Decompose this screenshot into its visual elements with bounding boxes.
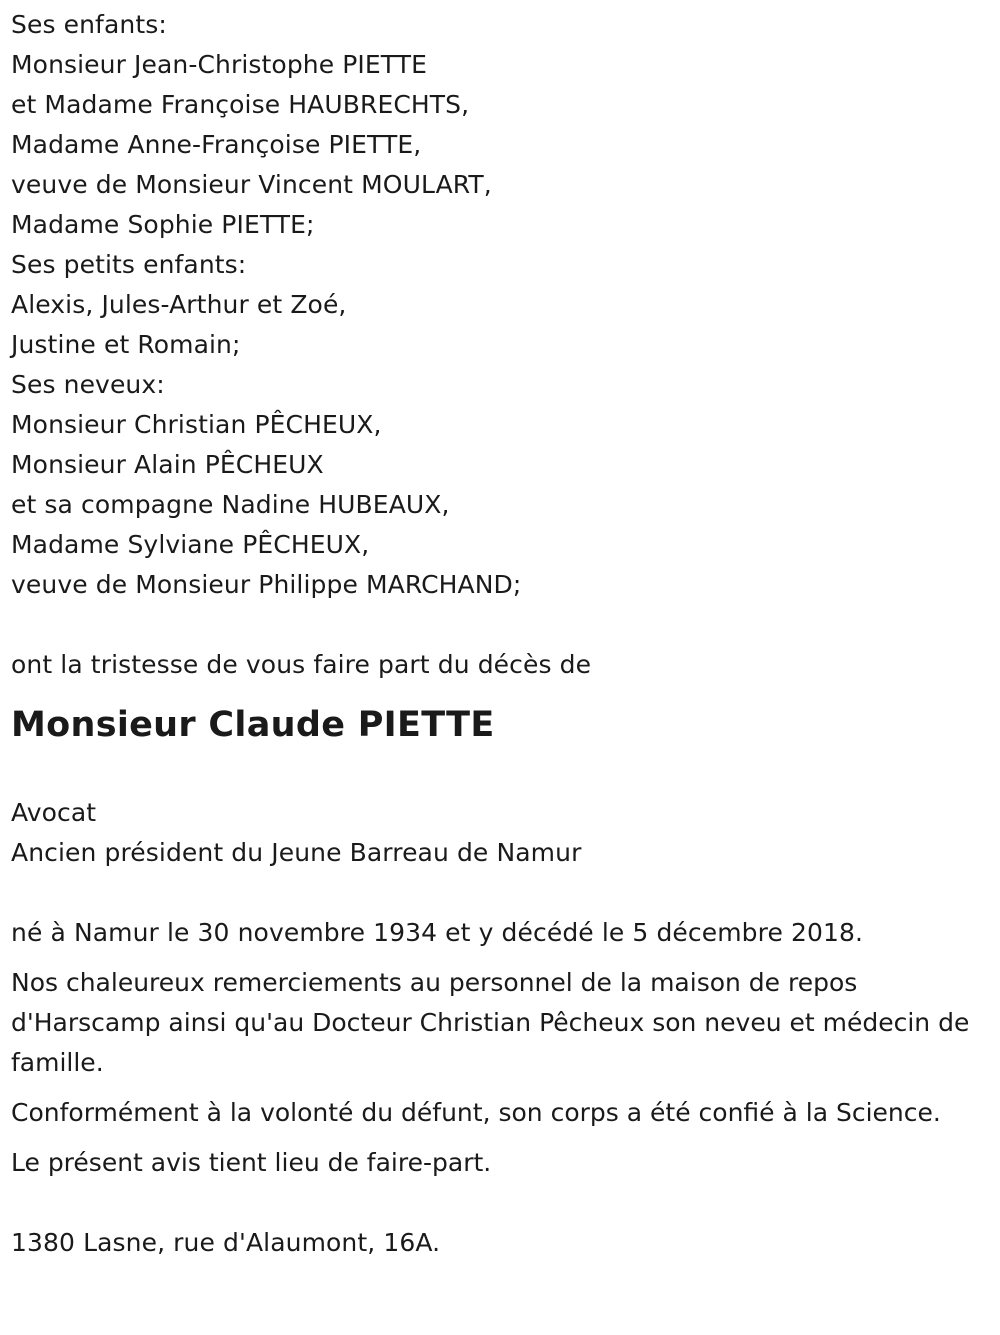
science-paragraph: Conformément à la volonté du défunt, son corps a été confié à la Science. <box>11 1098 941 1127</box>
nephew-line: et sa compagne Nadine HUBEAUX, <box>11 490 450 519</box>
profession-title: Avocat <box>11 798 97 827</box>
spacer <box>11 605 996 645</box>
nephews-heading: Ses neveux: <box>11 370 165 399</box>
birth-death-text: né à Namur le 30 novembre 1934 et y décédé le 5 décembre 2018. <box>11 918 864 947</box>
grandchildren-heading: Ses petits enfants: <box>11 250 247 279</box>
nephew-line: veuve de Monsieur Philippe MARCHAND; <box>11 570 522 599</box>
grandchild-line: Alexis, Jules-Arthur et Zoé, <box>11 290 347 319</box>
child-line: et Madame Françoise HAUBRECHTS, <box>11 90 470 119</box>
nephew-line: Madame Sylviane PÊCHEUX, <box>11 530 370 559</box>
notice-paragraph: Le présent avis tient lieu de faire-part. <box>11 1148 492 1177</box>
child-line: veuve de Monsieur Vincent MOULART, <box>11 170 492 199</box>
nephew-line: Monsieur Christian PÊCHEUX, <box>11 410 382 439</box>
titles-section <box>11 793 996 873</box>
deceased-name: Monsieur Claude PIETTE <box>11 705 495 745</box>
obituary-notice <box>11 0 996 1263</box>
children-heading: Ses enfants: <box>11 10 167 39</box>
thanks-paragraph: Nos chaleureux remerciements au personnel de la maison de repos d'Harscamp ainsi qu'au Docteur Christian Pêcheux son neveu et médecin de famille. <box>11 968 970 1077</box>
former-role-title: Ancien président du Jeune Barreau de Namur <box>11 838 582 867</box>
address-text: 1380 Lasne, rue d'Alaumont, 16A. <box>11 1228 441 1257</box>
child-line: Monsieur Jean-Christophe PIETTE <box>11 50 428 79</box>
child-line: Madame Sophie PIETTE; <box>11 210 315 239</box>
nephew-line: Monsieur Alain PÊCHEUX <box>11 450 324 479</box>
child-line: Madame Anne-Françoise PIETTE, <box>11 130 422 159</box>
grandchild-line: Justine et Romain; <box>11 330 241 359</box>
announcement-text: ont la tristesse de vous faire part du décès de <box>11 650 592 679</box>
family-section <box>11 5 996 605</box>
